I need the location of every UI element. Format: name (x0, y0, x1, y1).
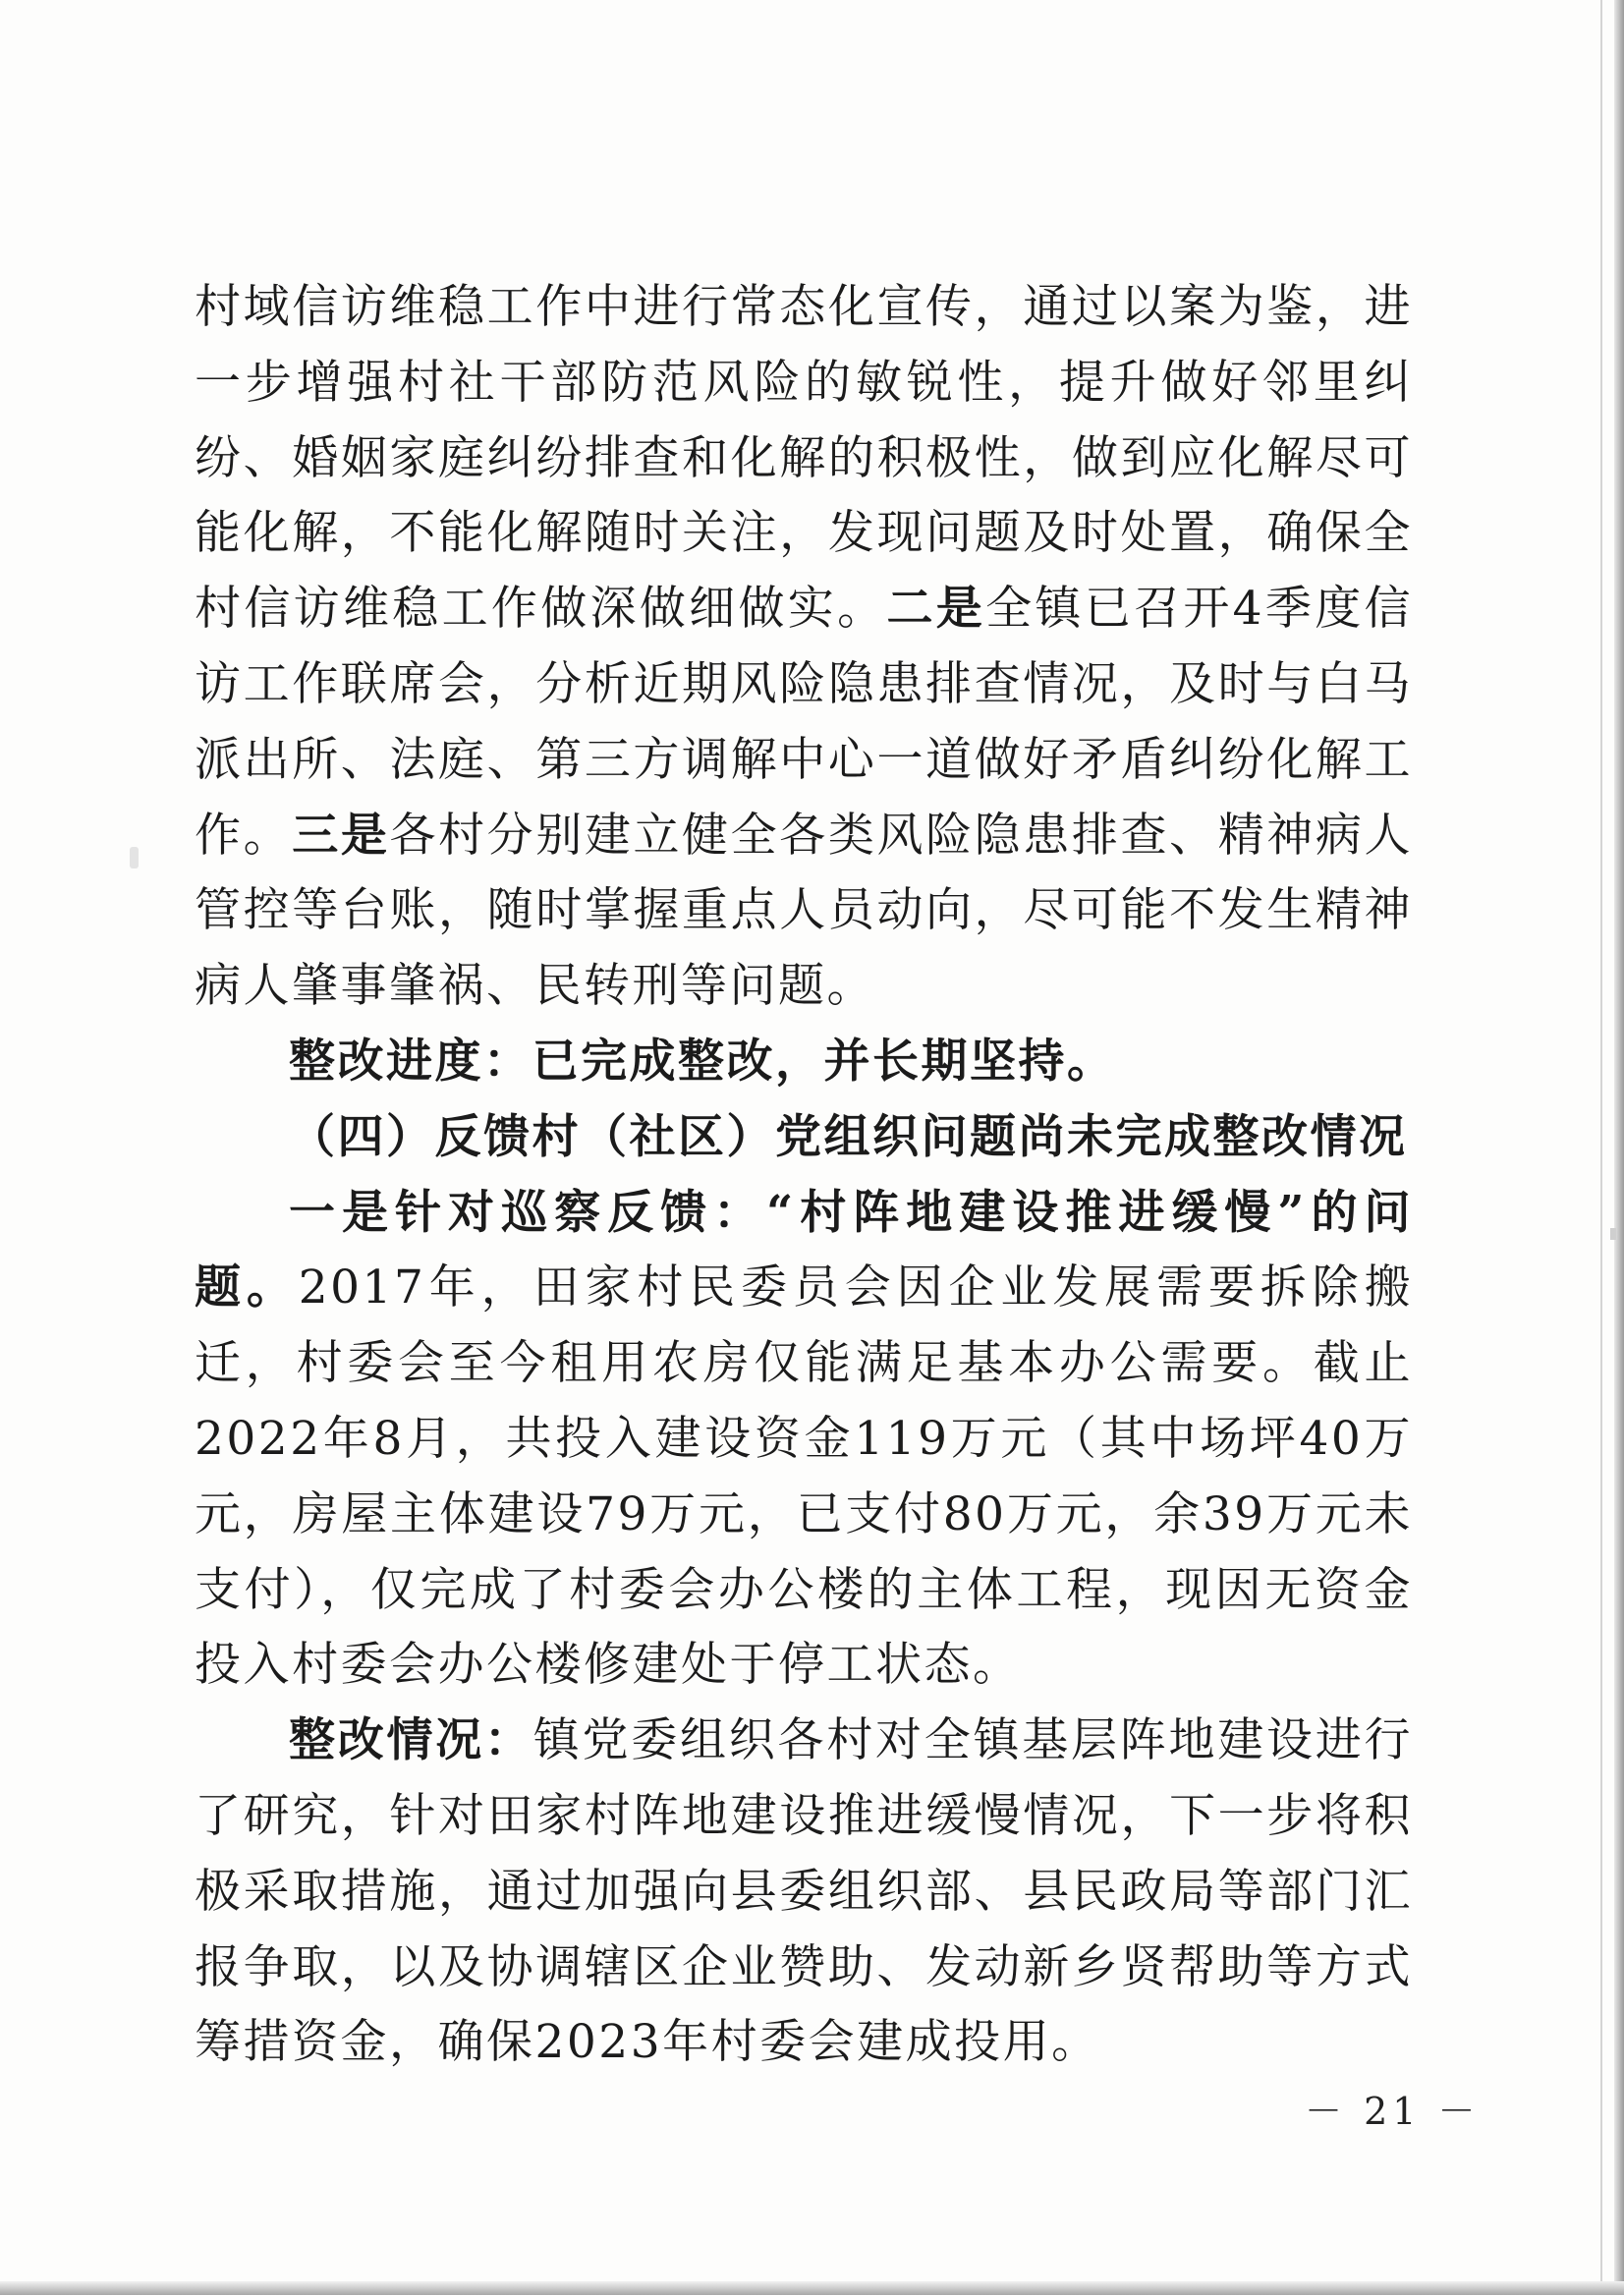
progress-statement: 整改进度：已完成整改，并长期坚持。 (289, 1034, 1116, 1089)
measures-label-2: 二是 (886, 582, 986, 637)
scan-edge-bottom (0, 2281, 1624, 2295)
issue-heading: 一是针对巡察反馈：“村阵地建设推进缓慢”的问题。 (195, 1185, 1413, 1315)
rectification-label: 整改情况： (289, 1713, 533, 1768)
rectification-text: 镇党委组织各村对全镇基层阵地建设进行了研究，针对田家村阵地建设推进缓慢情况，下一步将积极采取措施，通过加强向县委组织部、县民政局等部门汇报争取，以及协调辖区企业赞助、发动新乡贤帮助等方式筹措资金，确保2023年村委会建成投用。 (195, 1713, 1413, 2070)
paragraph-rectification (195, 1704, 1413, 2081)
paragraph-issue (195, 1176, 1413, 1705)
paragraph-measures (195, 270, 1413, 1025)
section-heading: （四）反馈村（社区）党组织问题尚未完成整改情况 (289, 1109, 1408, 1164)
document-body (195, 270, 1413, 2081)
measures-text-3: 各村分别建立健全各类风险隐患排查、精神病人管控等台账，随时掌握重点人员动向，尽可能不发生精神病人肇事肇祸、民转刑等问题。 (195, 808, 1414, 1014)
scan-mark (1610, 1228, 1616, 1240)
scan-edge-line (1600, 0, 1602, 2295)
measures-label-3: 三是 (292, 808, 390, 863)
measures-text-2: 全镇已召开4季度信访工作联席会，分析近期风险隐患排查情况，及时与白马派出所、法庭、第三方调解中心一道做好矛盾纠纷化解工作。 (195, 582, 1414, 863)
page-number: － 21 － (1305, 2090, 1481, 2133)
scan-edge-right (1614, 0, 1624, 2295)
scan-mark (130, 847, 139, 868)
measures-text-1: 村域信访维稳工作中进行常态化宣传，通过以案为鉴，进一步增强村社干部防范风险的敏锐性，提升做好邻里纠纷、婚姻家庭纠纷排查和化解的积极性，做到应化解尽可能化解，不能化解随时关注，发现问题及时处置，确保全村信访维稳工作做深做细做实。 (195, 280, 1413, 637)
issue-text: 2017年，田家村民委员会因企业发展需要拆除搬迁，村委会至今租用农房仅能满足基本办公需要。截止2022年8月，共投入建设资金119万元（其中场坪40万元，房屋主体建设79万元，已支付80万元，余39万元未支付），仅完成了村委会办公楼的主体工程，现因无资金投入村委会办公楼修建处于停工状态。 (195, 1260, 1413, 1693)
